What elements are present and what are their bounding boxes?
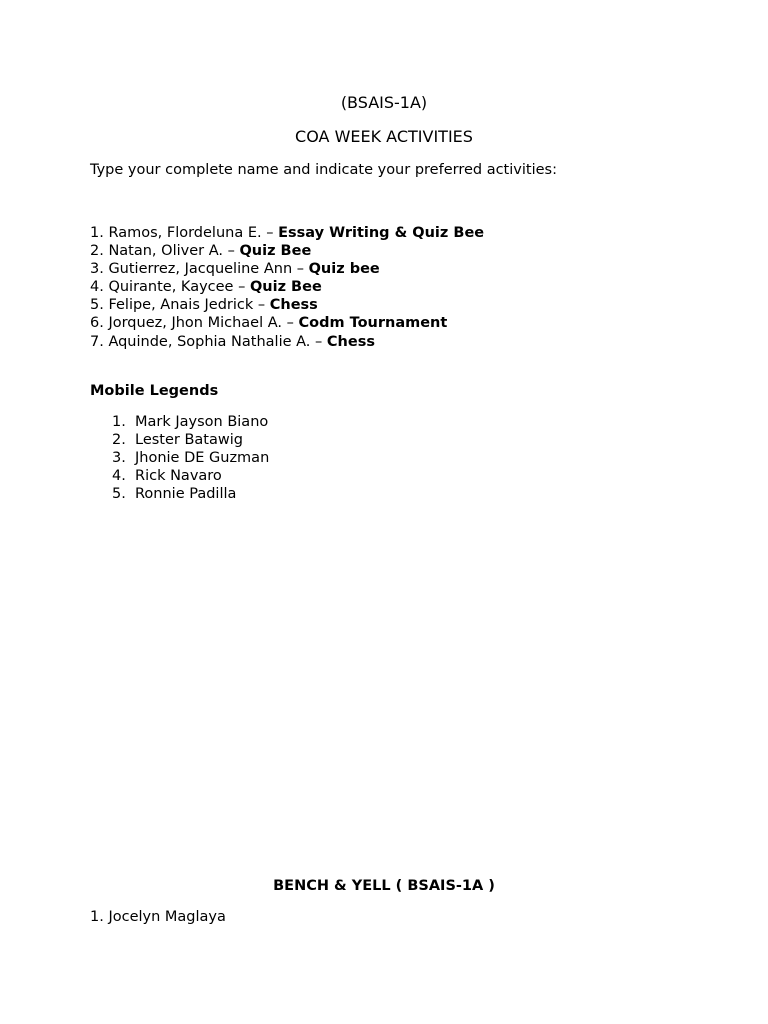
list-item (90, 314, 484, 332)
list-number: 1. (112, 414, 126, 430)
list-item (112, 449, 269, 467)
list-number: 4. (112, 468, 126, 485)
bench-yell-list (90, 908, 226, 926)
participant-name: 2. Natan, Oliver A. – (90, 243, 240, 260)
member-name: Ronnie Padilla (135, 486, 237, 503)
list-item (90, 242, 484, 260)
list-item (112, 467, 269, 485)
bench-yell-heading: BENCH & YELL ( BSAIS-1A ) (273, 878, 495, 894)
member-name: Lester Batawig (135, 432, 243, 449)
list-item (112, 413, 269, 431)
participant-activity: Quiz Bee (249, 279, 322, 296)
list-item (112, 431, 269, 449)
list-item (90, 333, 484, 351)
participant-name: 6. Jorquez, Jhon Michael A. – (90, 315, 299, 332)
participant-activity: Chess (269, 297, 318, 314)
participant-activity: Essay Writing & Quiz Bee (278, 225, 485, 241)
participant-name: 7. Aquinde, Sophia Nathalie A. – (90, 333, 327, 350)
list-item (90, 278, 484, 296)
member-name: Rick Navaro (135, 468, 222, 485)
participant-name: 5. Felipe, Anais Jedrick – (90, 297, 270, 314)
list-number: 3. (112, 450, 126, 467)
list-item (90, 260, 484, 278)
participant-name: 1. Ramos, Flordeluna E. – (90, 225, 279, 241)
class-heading: (BSAIS-1A) (340, 93, 428, 112)
mobile-legends-list (112, 413, 269, 503)
member-name: Mark Jayson Biano (135, 414, 269, 430)
instruction-text: Type your complete name and indicate your preferred activities: (90, 162, 557, 178)
activity-list (90, 224, 484, 351)
list-item (112, 485, 269, 503)
participant-activity: Codm Tournament (298, 315, 448, 332)
page-title: COA WEEK ACTIVITIES (295, 127, 473, 146)
participant-activity: Quiz bee (308, 261, 380, 278)
list-item (90, 224, 484, 242)
participant-name: 4. Quirante, Kaycee – (90, 279, 250, 296)
mobile-legends-heading: Mobile Legends (90, 383, 219, 399)
list-item: 1. Jocelyn Maglaya (90, 909, 226, 925)
participant-activity: Chess (326, 333, 375, 350)
member-name: Jhonie DE Guzman (135, 450, 270, 467)
list-item (90, 296, 484, 314)
participant-name: 3. Gutierrez, Jacqueline Ann – (90, 261, 309, 278)
list-number: 5. (112, 486, 126, 503)
participant-activity: Quiz Bee (239, 243, 312, 260)
list-number: 2. (112, 432, 126, 449)
